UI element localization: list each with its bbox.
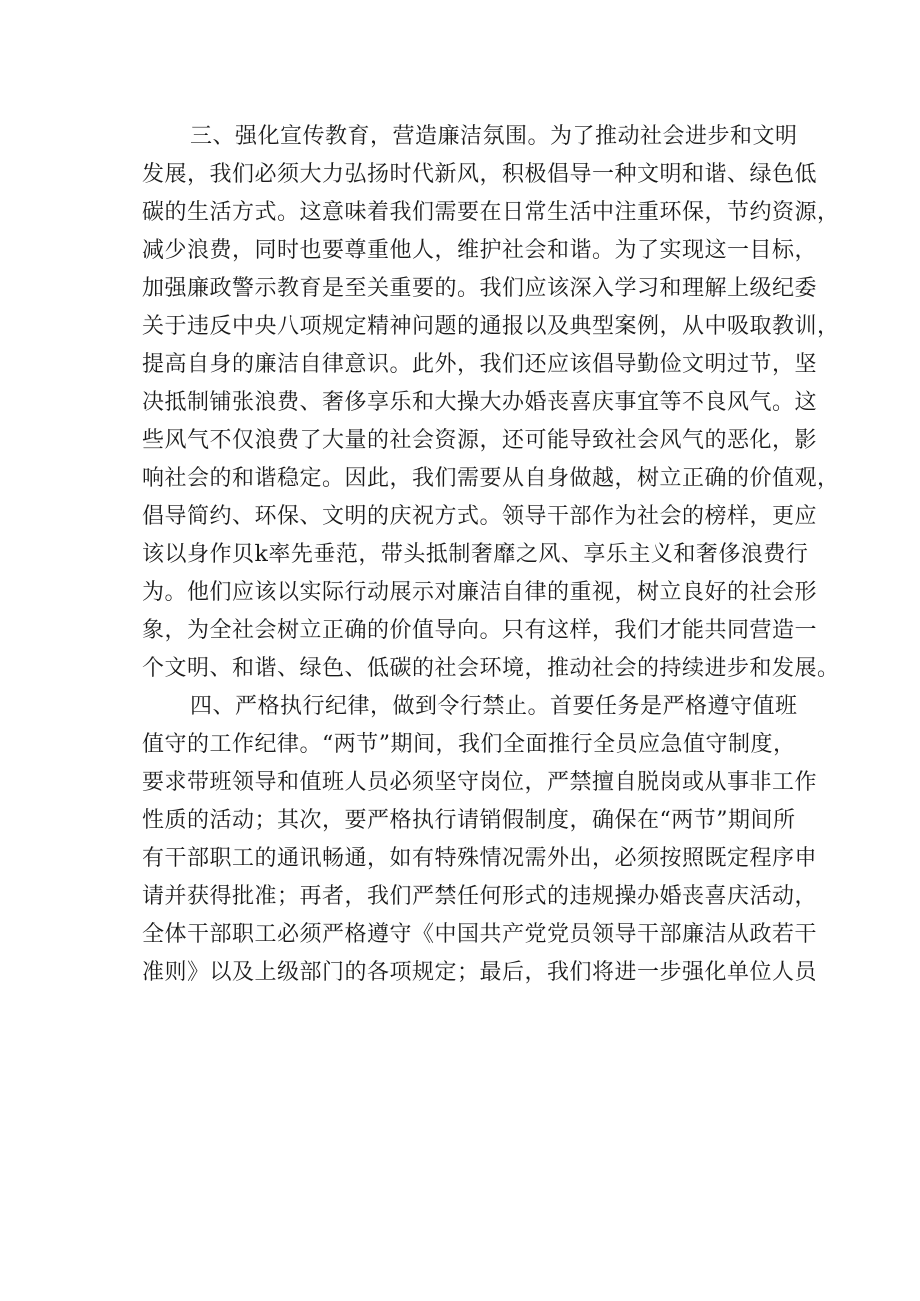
paragraph-4-line-4: 性质的活动；其次，要严格执行请销假制度，确保在“两节”期间所 <box>142 808 796 833</box>
paragraph-3-line-1: 三、强化宣传教育，营造廉洁氛围。为了推动社会进步和文明 <box>190 124 798 149</box>
paragraph-4-line-6: 请并获得批准；再者，我们严禁任何形式的违规操办婚丧喜庆活动， <box>142 884 818 909</box>
paragraph-3-line-4: 减少浪费，同时也要尊重他人，维护社会和谐。为了实现这一目标， <box>142 238 818 263</box>
paragraph-3-line-9: 些风气不仅浪费了大量的社会资源，还可能导致社会风气的恶化，影 <box>142 428 818 453</box>
paragraph-3-line-7: 提高自身的廉洁自律意识。此外，我们还应该倡导勤俭文明过节，坚 <box>142 352 818 377</box>
paragraph-3-line-15: 个文明、和谐、绿色、低碳的社会环境，推动社会的持续进步和发展。 <box>142 656 840 681</box>
paragraph-4-line-7: 全体干部职工必须严格遵守《中国共产党党员领导干部廉洁从政若干 <box>142 922 818 947</box>
paragraph-4-line-8: 准则》以及上级部门的各项规定；最后，我们将进一步强化单位人员 <box>142 960 818 985</box>
paragraph-3-line-2: 发展，我们必须大力弘扬时代新风，积极倡导一种文明和谐、绿色低 <box>142 162 818 187</box>
paragraph-3-line-13: 为。他们应该以实际行动展示对廉洁自律的重视，树立良好的社会形 <box>142 580 818 605</box>
paragraph-4-line-3: 要求带班领导和值班人员必须坚守岗位，严禁擅自脱岗或从事非工作 <box>142 770 818 795</box>
paragraph-3-line-12: 该以身作贝k率先垂范，带头抵制奢靡之风、享乐主义和奢侈浪费行 <box>142 542 809 567</box>
paragraph-3-line-3: 碳的生活方式。这意味着我们需要在日常生活中注重环保，节约资源， <box>142 200 840 225</box>
paragraph-3-line-6: 关于违反中央八项规定精神问题的通报以及典型案例，从中吸取教训， <box>142 314 840 339</box>
paragraph-3-line-10: 响社会的和谐稳定。因此，我们需要从自身做越，树立正确的价值观， <box>142 466 840 491</box>
paragraph-3-line-8: 决抵制铺张浪费、奢侈享乐和大操大办婚丧喜庆事宜等不良风气。这 <box>142 390 818 415</box>
paragraph-4-line-5: 有干部职工的通讯畅通，如有特殊情况需外出，必须按照既定程序申 <box>142 846 818 871</box>
paragraph-3-line-5: 加强廉政警示教育是至关重要的。我们应该深入学习和理解上级纪委 <box>142 276 818 301</box>
paragraph-4-line-2: 值守的工作纪律。“两节”期间，我们全面推行全员应急值守制度， <box>142 732 796 757</box>
paragraph-4-line-1: 四、严格执行纪律，做到令行禁止。首要任务是严格遵守值班 <box>190 694 798 719</box>
paragraph-3-line-14: 象，为全社会树立正确的价值导向。只有这样，我们才能共同营造一 <box>142 618 818 643</box>
paragraph-3-line-11: 倡导简约、环保、文明的庆祝方式。领导干部作为社会的榜样，更应 <box>142 504 818 529</box>
